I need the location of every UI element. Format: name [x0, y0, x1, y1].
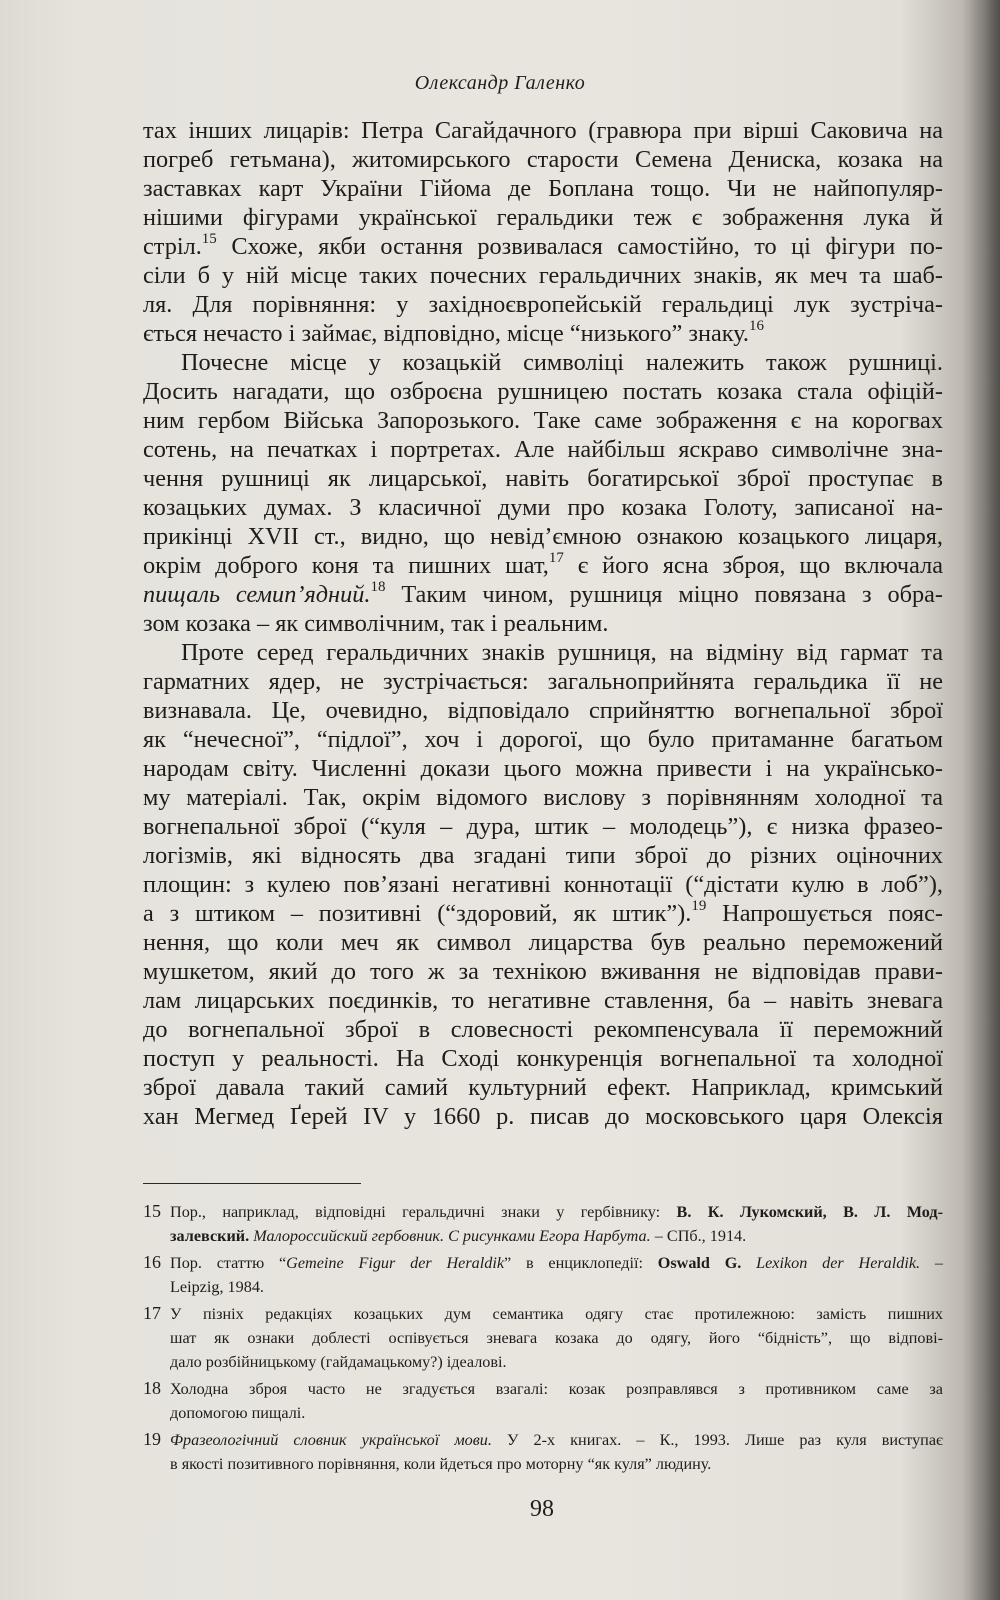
text-line: поступ у реальності. На Сході конкуренція вогнепальної та холодної	[143, 1045, 943, 1072]
text-line: а з штиком – позитивні (“здоровий, як штик”).$^{19}$ Напрошується пояс-	[143, 897, 943, 927]
text-line: му матеріалі. Так, окрім відомого вислову з порівнянням холодної та	[143, 784, 943, 811]
footnote-17	[143, 1302, 943, 1374]
text-line: зброї давала такий самий культурний ефект. Наприклад, кримський	[143, 1074, 943, 1101]
footnote-line: Пор., наприклад, відповідні геральдичні знаки у гербівнику: В. К. Лукомский, В. Л. Мод-	[170, 1203, 943, 1221]
footnote-line: Leipzig, 1984.	[170, 1278, 264, 1296]
footnote-number: 18	[143, 1378, 161, 1398]
footnote-line: залевский. Малороссийский гербовник. С рисунками Егора Нарбута. – СПб., 1914.	[170, 1227, 747, 1245]
footnote-line: Фразеологічний словник української мови. У 2-х книгах. – К., 1993. Лише раз куля виступає	[170, 1431, 943, 1449]
text-line: як “нечесної”, “підлої”, хоч і дорогої, що було притаманне багатьом	[143, 726, 943, 753]
text-line: нішими фігурами української геральдики теж є зображення лука й	[143, 204, 943, 231]
footnote-ref-19[interactable]: 19	[691, 897, 707, 914]
text-line: Проте серед геральдичних знаків рушниця, на відміну від гармат та	[181, 639, 943, 666]
footnote-line: допомогою пищалі.	[170, 1404, 306, 1422]
footnote-19	[143, 1428, 943, 1476]
text-line: сотень, на печатках і портретах. Але найбільш яскраво символічне зна-	[143, 436, 943, 463]
footnote-divider	[143, 1183, 361, 1184]
text-line: пищаль семип’ядний.$^{18}$ Таким чином, рушниця міцно повязана з обра-	[143, 578, 943, 608]
text-line: ля. Для порівняння: у західноєвропейській геральдиці лук зустріча-	[143, 291, 943, 318]
text-line: гарматних ядер, не зустрічається: загальноприйнята геральдика її не	[143, 668, 943, 695]
text-line: площин: з кулею пов’язані негативні коннотації (“дістати кулю в лоб”),	[143, 871, 943, 898]
footnote-ref-15[interactable]: 15	[201, 230, 217, 247]
text-line: до вогнепальної зброї в словесності рекомпенсувала її переможний	[143, 1016, 943, 1043]
page-number: 98	[530, 1496, 554, 1522]
footnote-ref-18[interactable]: 18	[370, 578, 386, 595]
text-line: стріл.$^{15}$ Схоже, якби остання розвивалася самостійно, то ці фігури по-	[143, 230, 943, 260]
text-line: чення рушниці як лицарської, навіть богатирської зброї проступає в	[143, 465, 943, 492]
text-line: лам лицарських поєдинків, то негативне ставлення, ба – навіть зневага	[143, 987, 943, 1014]
text-line: нення, що коли меч як символ лицарства був реально переможений	[143, 929, 943, 956]
text-line: ним гербом Війська Запорозького. Таке саме зображення є на корогвах	[143, 407, 943, 434]
text-line: народам світу. Численні докази цього можна привести і на українсько-	[143, 755, 943, 782]
footnote-line: У пізніх редакціях козацьких дум семантика одягу стає протилежною: замість пишних	[170, 1305, 943, 1323]
text-line: прикінці XVII ст., видно, що невід’ємною ознакою козацького лицаря,	[143, 523, 943, 550]
running-head-author: Олександр Галенко	[414, 72, 586, 94]
text-line: сіли б у ній місце таких почесних геральдичних знаків, як меч та шаб-	[143, 262, 943, 289]
text-line: Досить нагадати, що озброєна рушницею постать козака стала офіцій-	[143, 378, 943, 405]
footnote-ref-17[interactable]: 17	[548, 549, 564, 566]
footnote-line: Пор. статтю “Gemeine Figur der Heraldik” в енциклопедії: Oswald G. Lexikon der Heraldik. –	[170, 1254, 943, 1272]
footnote-number: 17	[143, 1303, 161, 1323]
footnote-18	[143, 1377, 943, 1425]
footnote-ref-16[interactable]: 16	[749, 317, 765, 334]
text-line: погреб гетьмана), житомирського старости Семена Дениска, козака на	[143, 146, 943, 173]
text-line: окрім доброго коня та пишних шат,$^{17}$ є його ясна зброя, що включала	[143, 549, 943, 579]
text-line: логізмів, які відносять два згадані типи зброї до різних оціночних	[143, 842, 943, 869]
text-line: вогнепальної зброї (“куля – дура, штик – молодець”), є низка фразео-	[143, 813, 943, 840]
text-line: козацьких думах. З класичної думи про козака Голоту, записаної на-	[143, 494, 943, 521]
footnote-line: шат як ознаки доблесті оспівується зневага козака до одягу, його “бідність”, що відпові-	[170, 1329, 943, 1347]
footnote-15	[143, 1200, 943, 1248]
text-line: мушкетом, який до того ж за технікою вживання не відповідав прави-	[143, 958, 943, 985]
footnote-number: 16	[143, 1252, 161, 1272]
footnote-number: 15	[143, 1201, 161, 1221]
footnotes	[143, 1200, 943, 1479]
footnote-16	[143, 1251, 943, 1299]
footnote-number: 19	[143, 1429, 161, 1449]
text-line: заставках карт України Гійома де Боплана тощо. Чи не найпопуляр-	[143, 175, 943, 202]
footnote-line: дало розбійницькому (гайдамацькому?) ідеалові.	[170, 1353, 507, 1371]
text-line: ється нечасто і займає, відповідно, місце “низького” знаку.$^{16}$	[143, 317, 765, 347]
text-line: хан Мегмед Ґерей IV у 1660 р. писав до московського царя Олексія	[143, 1103, 943, 1130]
text-line: зом козака – як символічним, так і реальним.	[143, 610, 609, 637]
footnote-line: в якості позитивного порівняння, коли йдеться про моторну “як куля” людину.	[170, 1455, 712, 1473]
footnote-line: Холодна зброя часто не згадується взагалі: козак розправлявся з противником саме за	[170, 1380, 943, 1398]
body-text	[143, 116, 943, 1131]
text-line: Почесне місце у козацькій символіці належить також рушниці.	[181, 349, 943, 376]
text-line: тах інших лицарів: Петра Сагайдачного (гравюра при вірші Саковича на	[143, 117, 943, 144]
text-line: визнавала. Це, очевидно, відповідало сприйняттю вогнепальної зброї	[143, 697, 943, 724]
